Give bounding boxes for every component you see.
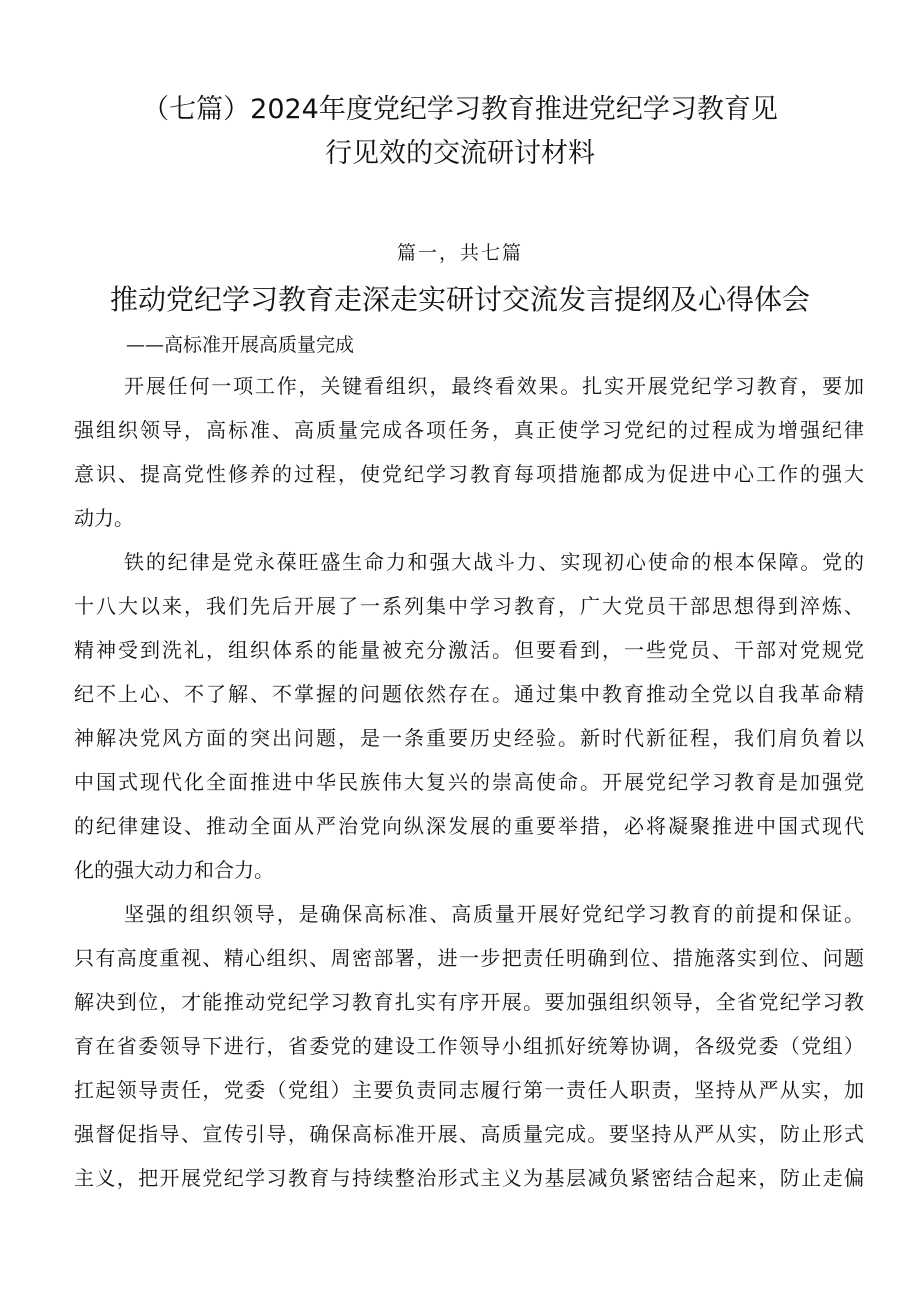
- paragraph-2-line-4: 纪不上心、不了解、不掌握的问题依然存在。通过集中教育推动全党以自我革命精: [74, 682, 864, 706]
- paragraph-2-line-2: 十八大以来，我们先后开展了一系列集中学习教育，广大党员干部思想得到淬炼、: [74, 594, 864, 618]
- paragraph-2-line-8: 化的强大动力和合力。: [74, 858, 274, 882]
- paragraph-1-line-4: 动力。: [74, 506, 134, 530]
- paragraph-3-line-4: 育在省委领导下进行，省委党的建设工作领导小组抓好统筹协调，各级党委（党组）: [74, 1034, 864, 1058]
- paragraph-2-line-6: 中国式现代化全面推进中华民族伟大复兴的崇高使命。开展党纪学习教育是加强党: [74, 770, 864, 794]
- paragraph-1-line-3: 意识、提高党性修养的过程，使党纪学习教育每项措施都成为促进中心工作的强大: [74, 462, 864, 486]
- paragraph-3-line-6: 强督促指导、宣传引导，确保高标准开展、高质量完成。要坚持从严从实，防止形式: [74, 1122, 864, 1146]
- section-title: 推动党纪学习教育走深走实研讨交流发言提纲及心得体会: [109, 283, 810, 316]
- paragraph-3-line-2: 只有高度重视、精心组织、周密部署，进一步把责任明确到位、措施落实到位、问题: [74, 946, 864, 970]
- part-label: 篇一，共七篇: [396, 242, 523, 264]
- document-title-line-2: 行见效的交流研讨材料: [325, 138, 595, 169]
- document-title-line-1: （七篇）2024年度党纪学习教育推进党纪学习教育见: [142, 94, 778, 125]
- subtitle: ——高标准开展高质量完成: [126, 334, 355, 356]
- paragraph-2-line-1: 铁的纪律是党永葆旺盛生命力和强大战斗力、实现初心使命的根本保障。党的: [124, 550, 864, 574]
- paragraph-3-line-7: 主义，把开展党纪学习教育与持续整治形式主义为基层减负紧密结合起来，防止走偏: [74, 1166, 864, 1190]
- paragraph-3-line-5: 扛起领导责任，党委（党组）主要负责同志履行第一责任人职责，坚持从严从实，加: [74, 1078, 864, 1102]
- paragraph-1-line-2: 强组织领导，高标准、高质量完成各项任务，真正使学习党纪的过程成为增强纪律: [74, 418, 864, 442]
- paragraph-3-line-1: 坚强的组织领导，是确保高标准、高质量开展好党纪学习教育的前提和保证。: [124, 902, 864, 926]
- paragraph-3-line-3: 解决到位，才能推动党纪学习教育扎实有序开展。要加强组织领导，全省党纪学习教: [74, 990, 864, 1014]
- paragraph-2-line-3: 精神受到洗礼，组织体系的能量被充分激活。但要看到，一些党员、干部对党规党: [74, 638, 864, 662]
- paragraph-2-line-7: 的纪律建设、推动全面从严治党向纵深发展的重要举措，必将凝聚推进中国式现代: [74, 814, 864, 838]
- paragraph-2-line-5: 神解决党风方面的突出问题，是一条重要历史经验。新时代新征程，我们肩负着以: [74, 726, 864, 750]
- paragraph-1-line-1: 开展任何一项工作，关键看组织，最终看效果。扎实开展党纪学习教育，要加: [124, 374, 864, 398]
